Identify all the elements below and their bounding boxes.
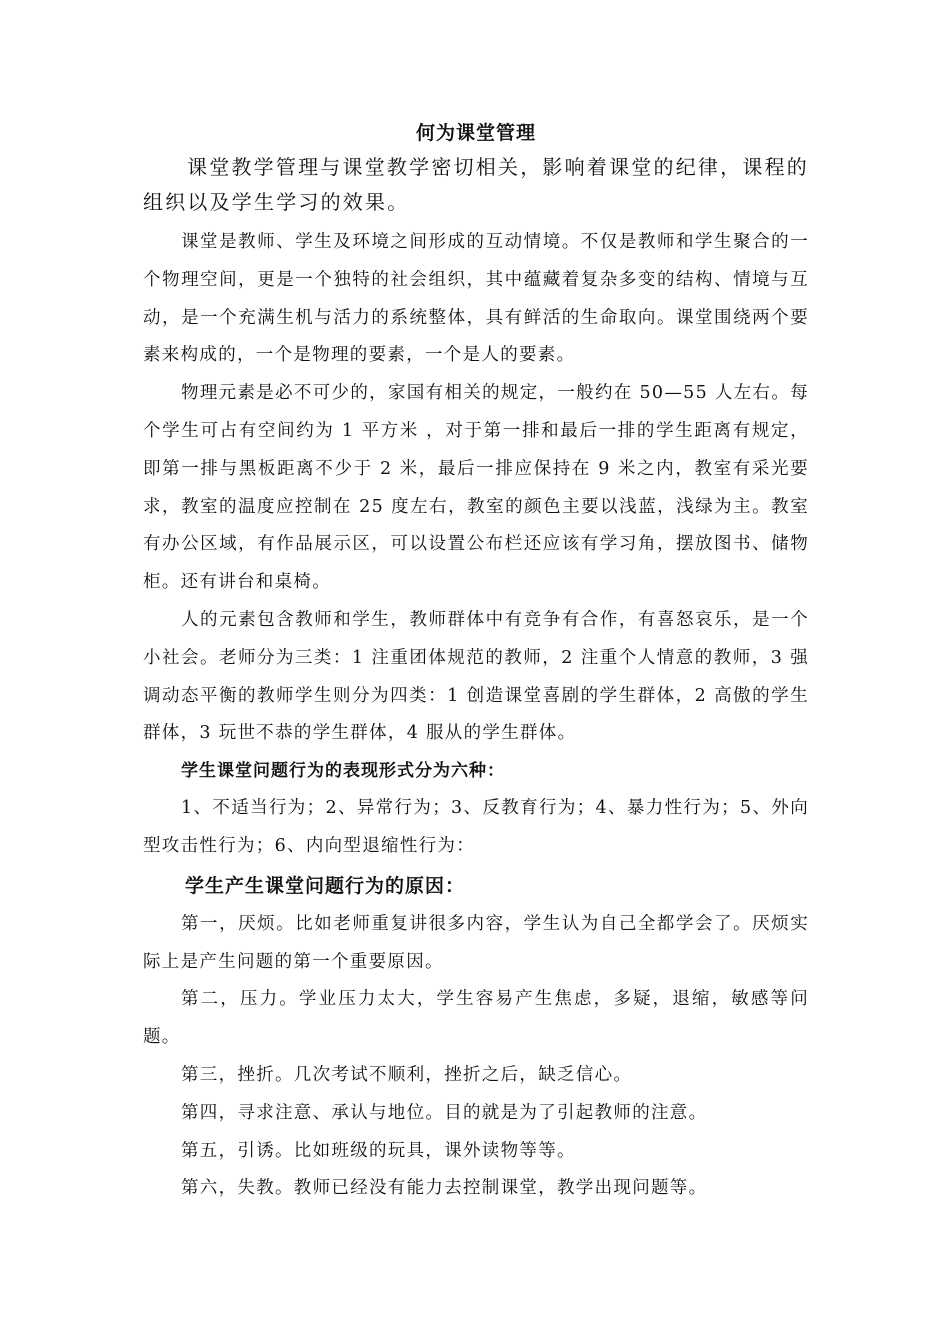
document-page [143,120,809,1208]
physical-element-paragraph: 物理元素是必不可少的，家国有相关的规定，一般约在 50—55 人左右。每个学生可占有空间约为 1 平方米 ，对于第一排和最后一排的学生距离有规定，即第一排与黑板距离不少于 2 米，最后一排应保持在 9 米之内，教室有采光要求，教室的温度应控制在 25 度左右，教室的颜色主要以浅蓝，浅绿为主。教室有办公区域，有作品展示区，可以设置公布栏还应该有学习角，摆放图书、储物柜。还有讲台和桌椅。 [143,383,809,593]
cause-item-1: 第一，厌烦。比如老师重复讲很多内容，学生认为自己全都学会了。厌烦实际上是产生问题的第一个重要原因。 [143,913,809,972]
document-title: 何为课堂管理 [415,122,536,144]
classroom-definition-paragraph: 课堂是教师、学生及环境之间形成的互动情境。不仅是教师和学生聚合的一个物理空间，更是一个独特的社会组织，其中蕴藏着复杂多变的结构、情境与互动，是一个充满生机与活力的系统整体，具有鲜活的生命取向。课堂围绕两个要素来构成的，一个是物理的要素，一个是人的要素。 [143,232,809,366]
human-element-paragraph: 人的元素包含教师和学生，教师群体中有竞争有合作，有喜怒哀乐，是一个小社会。老师分为三类：1 注重团体规范的教师，2 注重个人情意的教师，3 强调动态平衡的教师学生则分为四类：1 创造课堂喜剧的学生群体，2 高傲的学生群体，3 玩世不恭的学生群体，4 服从的学生群体。 [143,609,809,744]
cause-item-4: 第四，寻求注意、承认与地位。目的就是为了引起教师的注意。 [181,1102,708,1123]
behavior-types-heading: 学生课堂问题行为的表现形式分为六种： [181,761,505,782]
behavior-types-list: 1、不适当行为；2、异常行为；3、反教育行为；4、暴力性行为；5、外向型攻击性行为；6、内向型退缩性行为： [143,798,809,856]
cause-item-3: 第三，挫折。几次考试不顺利，挫折之后，缺乏信心。 [181,1064,633,1085]
cause-item-6: 第六，失教。教师已经没有能力去控制课堂，教学出现问题等。 [181,1178,708,1199]
cause-item-2: 第二，压力。学业压力太大，学生容易产生焦虑，多疑，退缩，敏感等问题。 [143,989,809,1048]
cause-item-5: 第五，引诱。比如班级的玩具，课外读物等等。 [181,1140,576,1161]
behavior-causes-heading: 学生产生课堂问题行为的原因： [185,874,466,897]
intro-paragraph: 课堂教学管理与课堂教学密切相关，影响着课堂的纪律，课程的组织以及学生学习的效果。 [143,155,809,214]
